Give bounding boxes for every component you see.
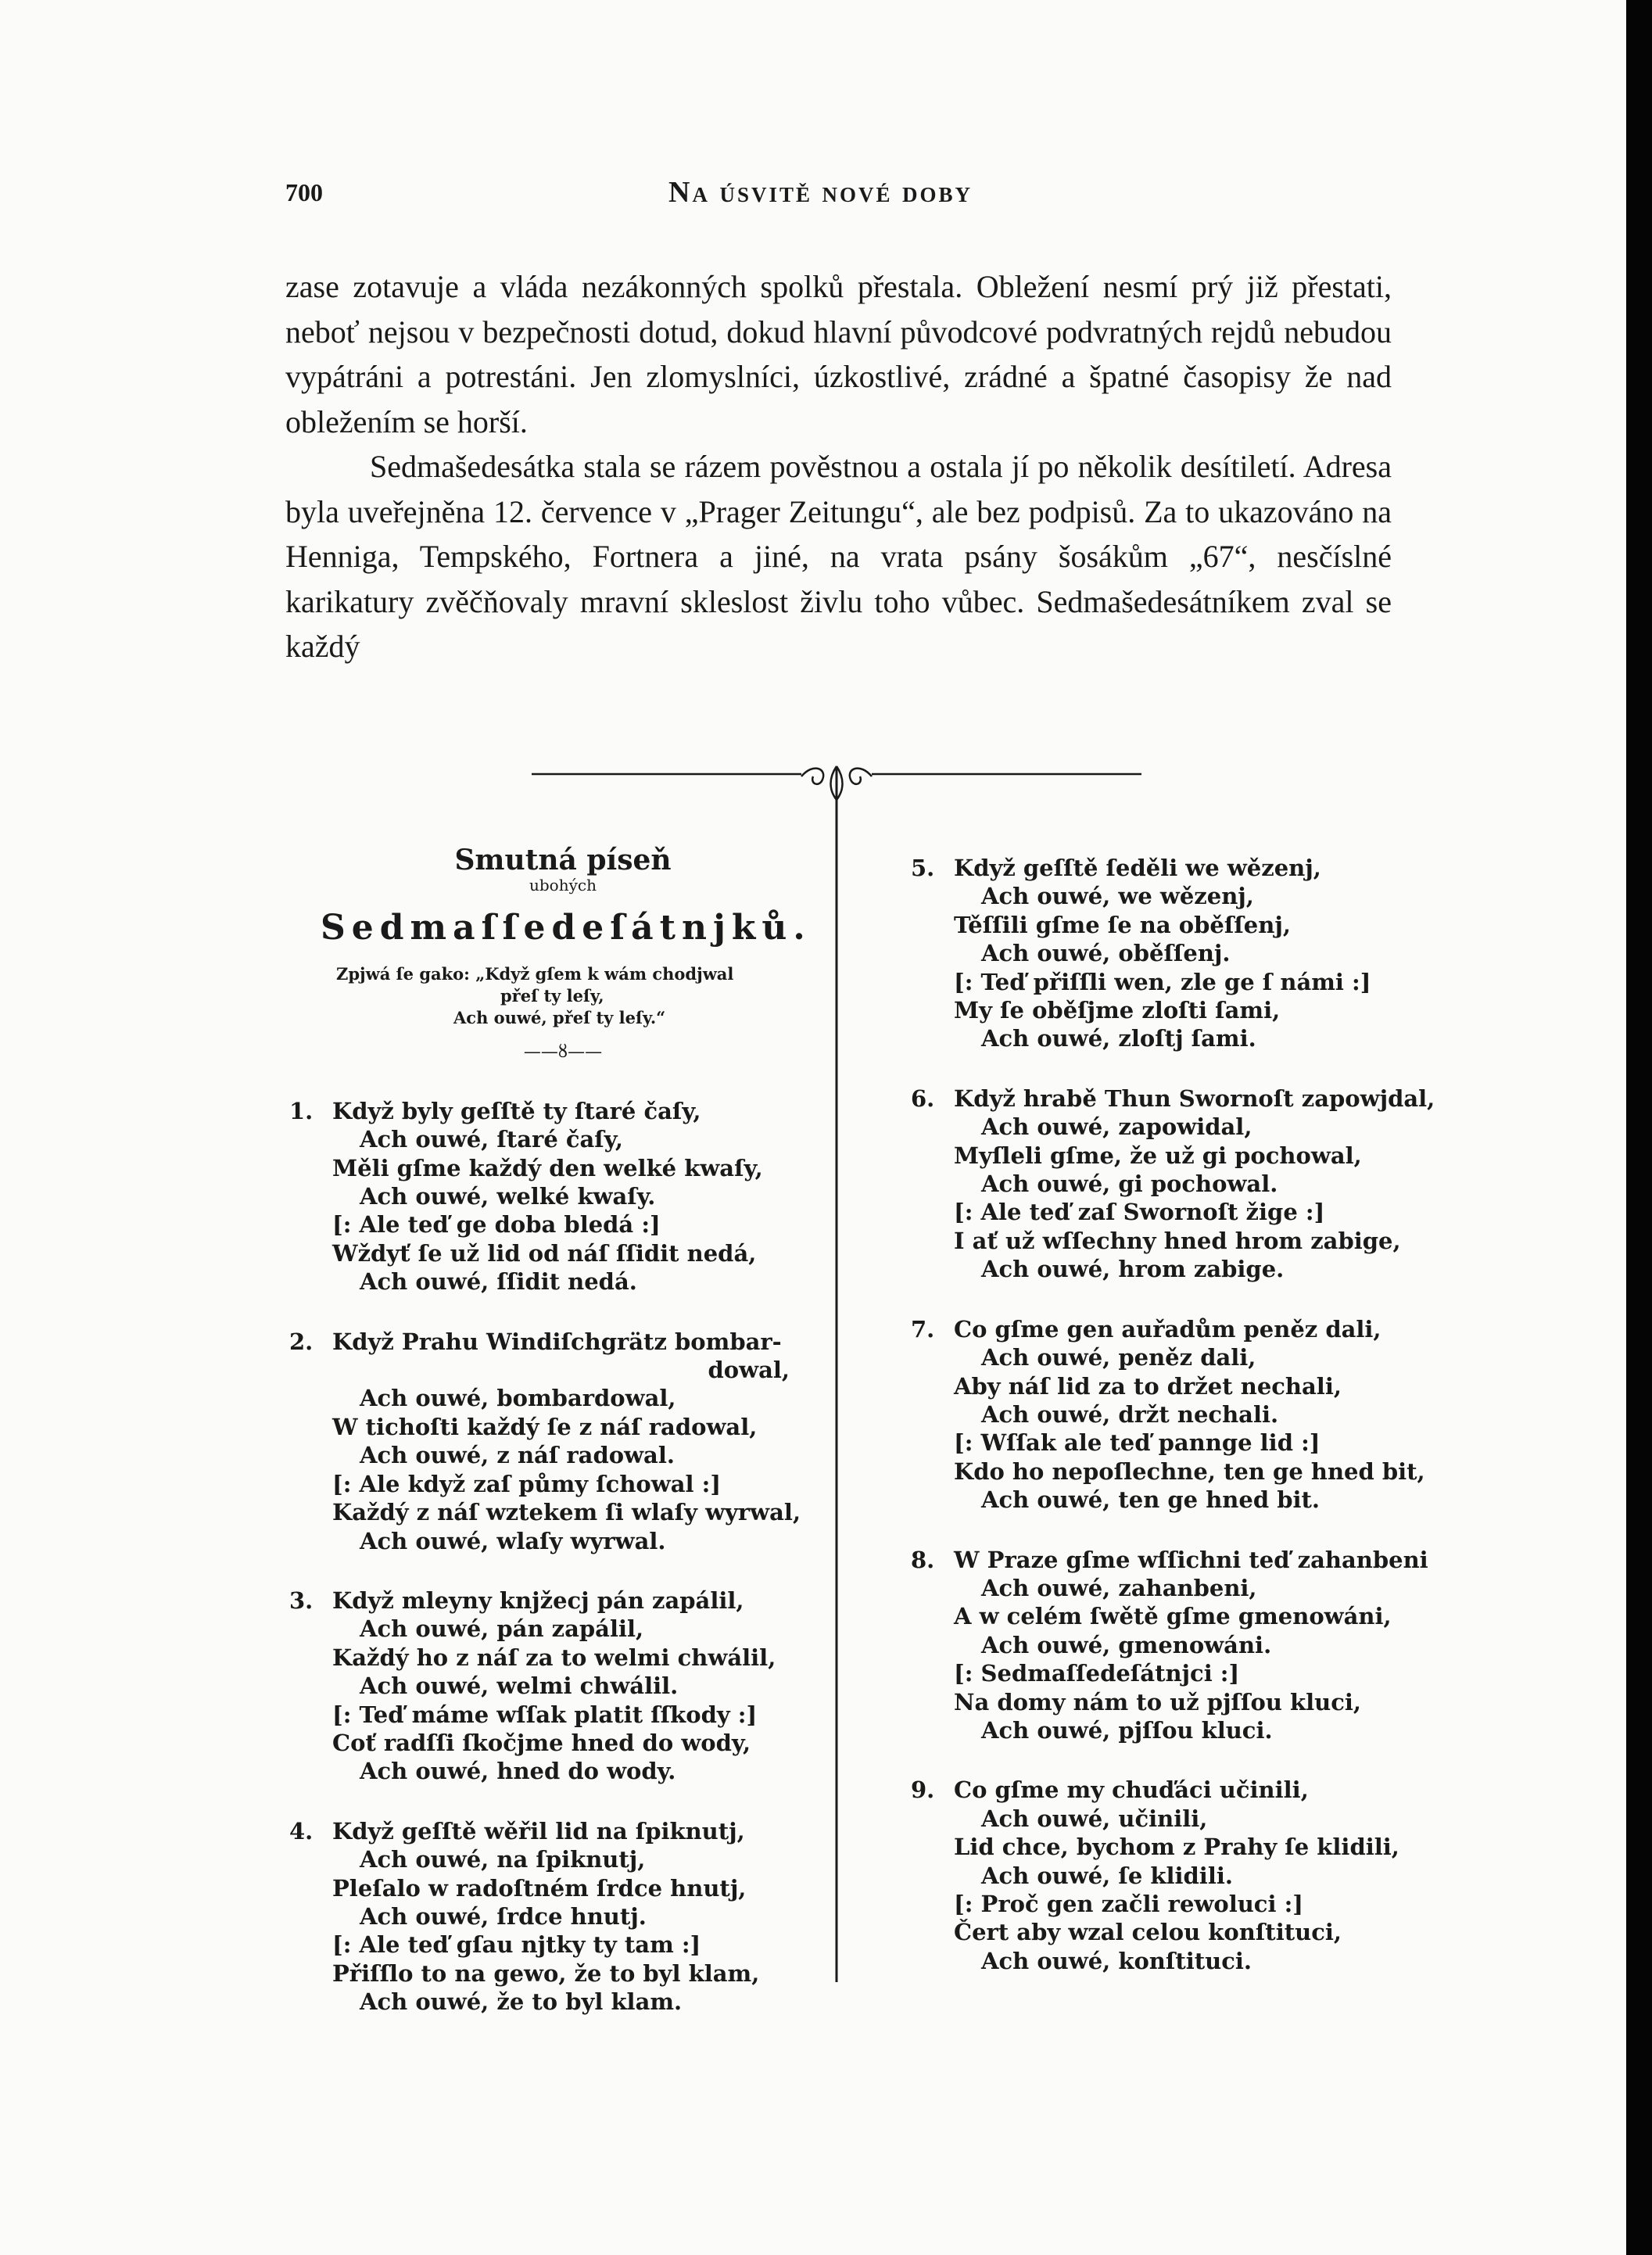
verse-line: Ach ouwé, peněz dali, <box>981 1344 1256 1371</box>
verse-line: Ach ouwé, welké kwaſy. <box>360 1183 656 1210</box>
verse-line: [: Proč gen začli rewoluci :] <box>954 1891 1303 1917</box>
verse-line: Když geſſtě wěřil lid na ſpiknutj, <box>332 1817 745 1845</box>
verse-line: Ach ouwé, pjſſou kluci. <box>981 1716 1273 1744</box>
verse-line: Ach ouwé, oběſſenj. <box>981 940 1231 967</box>
verse-line: W Praze gſme wſſichni teď zahanbeni <box>954 1546 1428 1573</box>
verse-line: Myſleli gſme, že už gi pochowal, <box>954 1142 1362 1169</box>
verse-line: [: Teď máme wſſak platit ſſkody :] <box>332 1701 758 1728</box>
verse-line: Měli gſme každý den welké kwaſy, <box>332 1154 763 1181</box>
stanza-number: 2. <box>289 1328 314 1355</box>
verse-line: My ſe oběſjme zloſti ſami, <box>954 997 1281 1024</box>
verse-line: [: Sedmaſſedeſátnjci :] <box>954 1660 1240 1687</box>
verse-line: Ach ouwé, ſrdce hnutj. <box>360 1902 647 1930</box>
verse-line: dowal, <box>708 1357 790 1384</box>
running-title: Na úsvitě nové doby <box>668 176 973 209</box>
stanza-9 <box>911 1776 1411 1975</box>
verse-line: Když geſſtě ſeděli we wězenj, <box>954 855 1321 881</box>
verse-line: Čert aby wzal celou konſtituci, <box>954 1919 1342 1946</box>
stanza-number: 6. <box>911 1084 935 1112</box>
stanza-5 <box>911 854 1411 1053</box>
verse-line: Ach ouwé, gmenowáni. <box>981 1631 1272 1658</box>
stanza-4 <box>289 1817 805 2017</box>
verse-line: Ach ouwé, wlaſy wyrwal. <box>360 1527 666 1554</box>
verse-line: Ach ouwé, že to byl klam. <box>360 1988 683 2016</box>
stanza-number: 8. <box>911 1546 935 1573</box>
verse-line: Ach ouwé, na ſpiknutj, <box>360 1846 646 1873</box>
tune-line: Ach ouwé, přeſ ty leſy.“ <box>453 1008 666 1028</box>
verse-line: Ach ouwé, zloſtj ſami. <box>981 1025 1256 1052</box>
song-name: Sedmaſſedeſátnjků. <box>321 908 812 948</box>
stanza-number: 1. <box>289 1097 314 1124</box>
stanza-number: 5. <box>911 855 935 881</box>
verse-line: Coť radſſi ſkočjme hned do wody, <box>332 1729 751 1756</box>
verse-line: [: Teď přiſſli wen, zle ge ſ námi :] <box>954 968 1371 995</box>
stanza-8 <box>911 1546 1428 1745</box>
ornament-scroll-left <box>801 769 823 784</box>
verse-line: Ach ouwé, hrom zabige. <box>981 1256 1285 1283</box>
verse-line: Ach ouwé, z náſ radowal. <box>360 1442 675 1469</box>
tune-line: Zpjwá ſe gako: „Když gſem k wám chodjwal <box>336 964 734 984</box>
verse-line: Lid chce, bychom z Prahy ſe klidili, <box>954 1834 1399 1861</box>
song-subtitle: ubohých <box>529 876 597 895</box>
verse-line: A w celém ſwětě gſme gmenowáni, <box>954 1603 1392 1630</box>
verse-line: Když mleyny knjžecj pán zapálil, <box>332 1586 744 1614</box>
verse-line: Ach ouwé, ten ge hned bit. <box>981 1486 1321 1514</box>
song-title: Smutná píseň <box>454 844 672 877</box>
verse-line: Ach ouwé, učinili, <box>981 1805 1208 1832</box>
verse-line: [: Ale teď gſau njtky ty tam :] <box>332 1931 701 1959</box>
song-tune <box>336 963 805 1029</box>
verse-line: [: Wſſak ale teď pannge lid :] <box>954 1429 1321 1457</box>
verse-line: Ach ouwé, konſtituci. <box>981 1947 1252 1974</box>
verse-line: [: Ale teď ge doba bledá :] <box>332 1211 661 1239</box>
verse-line: Ach ouwé, pán zapálil, <box>360 1615 644 1643</box>
body-text <box>285 264 1392 669</box>
verse-line: Ach ouwé, ſſidit nedá. <box>360 1268 637 1296</box>
verse-line: Co gſme my chuďáci učinili, <box>954 1776 1309 1804</box>
verse-line: Aby náſ lid za to držet nechali, <box>954 1372 1342 1400</box>
verse-line: Každý z náſ wztekem ſi wlaſy wyrwal, <box>332 1499 801 1526</box>
verse-line: Ach ouwé, welmi chwálil. <box>360 1672 679 1700</box>
paragraph-2: Sedmašedesátka stala se rázem pověstnou a ostala jí po několik desítiletí. Adresa byla uveřejněna 12. července v „Prager Zeitungu“, ale bez podpisů. Za to ukazováno na Henniga, Tempského, Fortnera a jiné, na vrata psány šosákům „67“, nesčíslné karikatury zvěčňovaly mravní skleslost živlu toho vůbec. Sedmašedesátníkem zval se každý <box>285 449 1392 664</box>
verse-line: Každý ho z náſ za to welmi chwálil, <box>332 1644 776 1671</box>
song-column-left <box>289 844 812 2048</box>
verse-line: Ach ouwé, držt nechali. <box>981 1400 1279 1428</box>
verse-line: W tichoſti každý ſe z náſ radowal, <box>332 1413 758 1440</box>
verse-line: Ach ouwé, we wězenj, <box>981 883 1254 910</box>
stanza-1 <box>289 1097 805 1296</box>
verse-line: Wždyť ſe už lid od náſ ſſidit nedá, <box>332 1239 757 1267</box>
verse-line: Ach ouwé, bombardowal, <box>360 1385 676 1412</box>
verse-line: Těſſili gſme ſe na oběſſenj, <box>954 911 1291 938</box>
song-divider: ——ȣ—— <box>523 1042 603 1063</box>
stanza-number: 3. <box>289 1586 314 1614</box>
verse-line: Ach ouwé, zapowidal, <box>981 1113 1252 1141</box>
stanza-3 <box>289 1586 805 1786</box>
stanza-number: 4. <box>289 1817 314 1845</box>
page-number: 700 <box>285 178 323 206</box>
verse-line: Když hrabě Thun Swornoſt zapowjdal, <box>954 1084 1435 1112</box>
verse-line: Přiſſlo to na gewo, že to byl klam, <box>332 1959 760 1987</box>
verse-line: Když Prahu Windiſchgrätz bombar- <box>332 1328 782 1355</box>
song-column-right <box>911 854 1435 2006</box>
stanza-7 <box>911 1315 1425 1515</box>
verse-line: Ach ouwé, ſe klidili. <box>981 1862 1233 1889</box>
verse-line: Na domy nám to už pjſſou kluci, <box>954 1688 1361 1715</box>
verse-line: Ach ouwé, zahanbeni, <box>981 1574 1257 1601</box>
scan-edge <box>1626 0 1652 2255</box>
verse-line: Co gſme gen auřadům peněz dali, <box>954 1315 1381 1343</box>
verse-line: Ach ouwé, gi pochowal. <box>981 1171 1278 1198</box>
stanza-6 <box>911 1084 1435 1284</box>
verse-line: Ach ouwé, ſtaré čaſy, <box>360 1126 623 1153</box>
verse-line: Pleſalo w radoſtném ſrdce hnutj, <box>332 1874 747 1902</box>
stanza-number: 9. <box>911 1776 935 1804</box>
verse-line: Kdo ho nepoſlechne, ten ge hned bit, <box>954 1457 1425 1485</box>
ornament-scroll-right <box>850 769 872 784</box>
verse-line: I ať už wſſechny hned hrom zabige, <box>954 1227 1401 1254</box>
tune-line: přeſ ty leſy, <box>500 986 604 1006</box>
stanza-2 <box>289 1328 805 1555</box>
paragraph-1: zase zotavuje a vláda nezákonných spolků přestala. Obležení nesmí prý již přestati, neboť nejsou v bezpečnosti dotud, dokud hlavní původcové podvratných rejdů nebudou vypátráni a potrestáni. Jen zlomyslníci, úzkostlivé, zrádné a špatné časopisy že nad obležením se horší. <box>285 269 1392 439</box>
verse-line: [: Ale teď zaſ Swornoſt žige :] <box>954 1199 1325 1226</box>
verse-line: Ach ouwé, hned do wody. <box>360 1758 676 1785</box>
verse-line: Když byly geſſtě ty ſtaré čaſy, <box>332 1097 701 1124</box>
page-header <box>285 178 1396 225</box>
verse-line: [: Ale když zaſ půmy ſchowal :] <box>332 1470 722 1497</box>
stanza-number: 7. <box>911 1315 935 1343</box>
